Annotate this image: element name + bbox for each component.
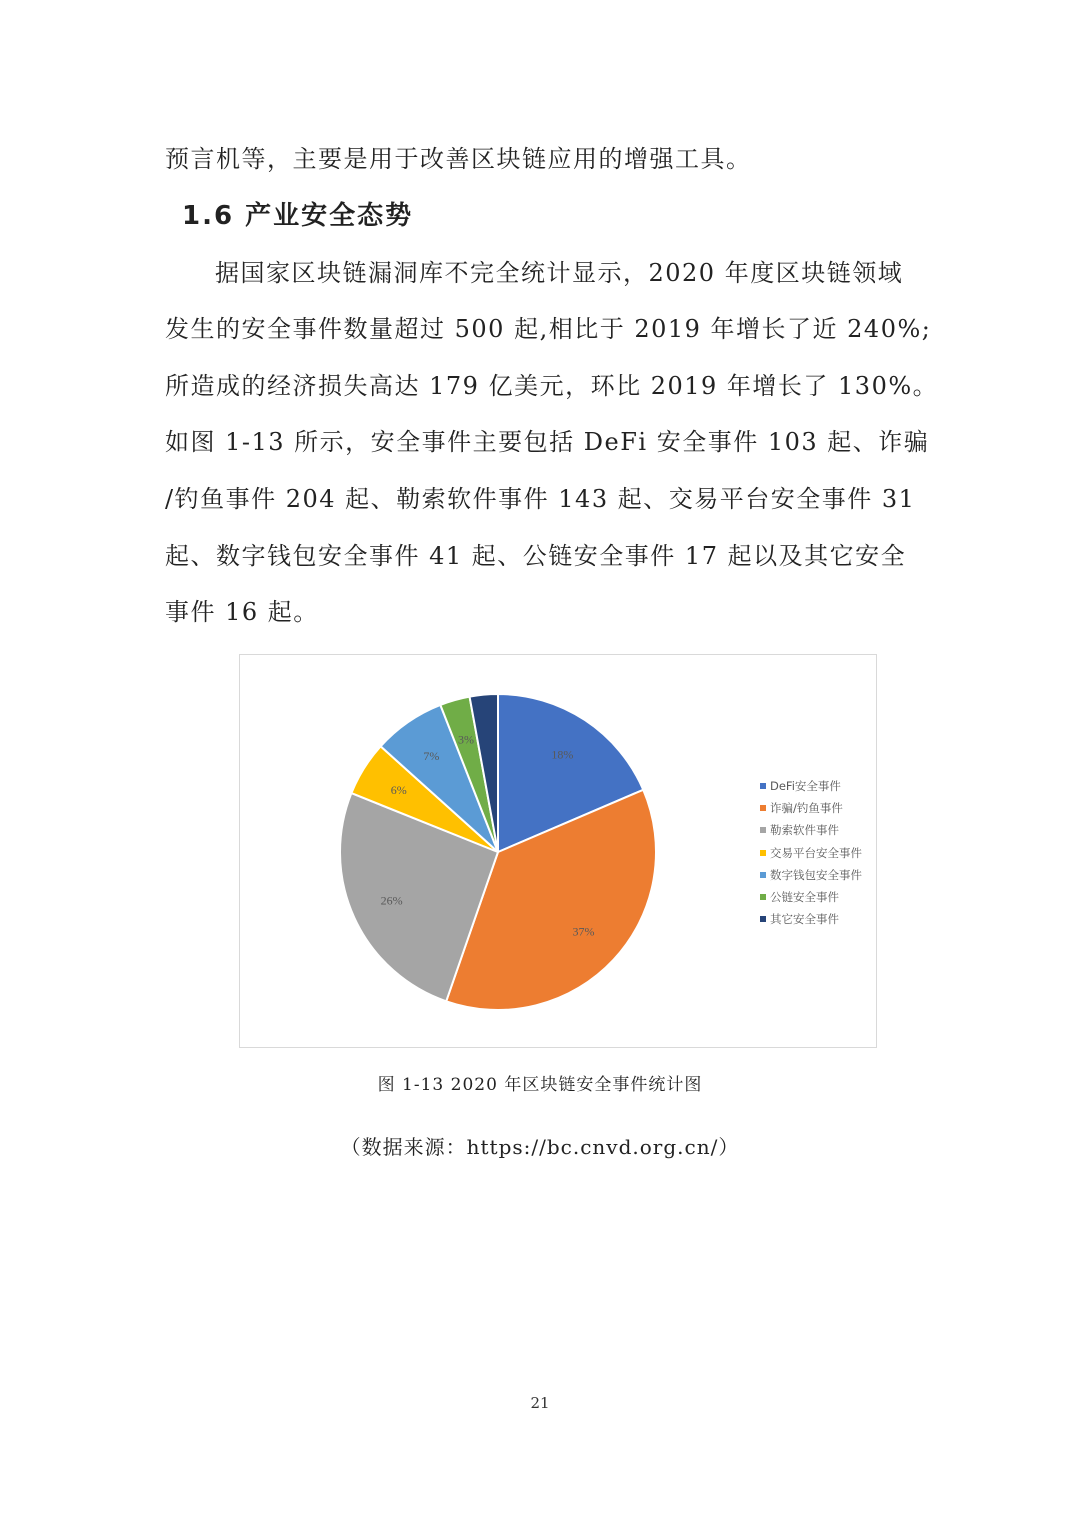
legend-item: [760, 908, 862, 930]
paragraph-line: 发生的安全事件数量超过 500 起,相比于 2019 年增长了近 240%;: [165, 315, 932, 343]
slice-data-label: 7%: [423, 748, 440, 763]
legend-label: 交易平台安全事件: [770, 845, 862, 860]
legend-item: [760, 886, 862, 908]
legend-label: 其它安全事件: [770, 912, 839, 927]
pie-chart-frame: [239, 654, 877, 1048]
paragraph-line: 所造成的经济损失高达 179 亿美元，环比 2019 年增长了 130%。: [165, 372, 939, 400]
chart-legend: [760, 775, 862, 930]
figure-caption: 图 1-13 2020 年区块链安全事件统计图: [377, 1075, 703, 1095]
legend-swatch: [760, 783, 766, 789]
legend-item: [760, 842, 862, 864]
section-heading: 1.6 产业安全态势: [182, 201, 414, 231]
paragraph-line: 起、数字钱包安全事件 41 起、公链安全事件 17 起以及其它安全: [165, 542, 907, 570]
slice-data-label: 18%: [551, 747, 574, 762]
paragraph-line: 事件 16 起。: [165, 598, 319, 626]
legend-swatch: [760, 827, 766, 833]
slice-data-label: 26%: [380, 893, 403, 908]
legend-swatch: [760, 872, 766, 878]
legend-label: DeFi安全事件: [770, 779, 841, 794]
paragraph-line: 据国家区块链漏洞库不完全统计显示，2020 年度区块链领域: [215, 259, 904, 287]
legend-item: [760, 864, 862, 886]
data-source-note: （数据来源：https://bc.cnvd.org.cn/）: [340, 1135, 740, 1159]
legend-item: [760, 819, 862, 841]
legend-swatch: [760, 805, 766, 811]
paragraph-line: /钓鱼事件 204 起、勒索软件事件 143 起、交易平台安全事件 31: [165, 485, 916, 513]
legend-item: [760, 797, 862, 819]
paragraph-line: 如图 1-13 所示，安全事件主要包括 DeFi 安全事件 103 起、诈骗: [165, 428, 930, 456]
slice-data-label: 37%: [572, 924, 595, 939]
legend-swatch: [760, 916, 766, 922]
slice-data-label: 3%: [457, 732, 474, 747]
legend-label: 勒索软件事件: [770, 823, 839, 838]
legend-swatch: [760, 894, 766, 900]
legend-swatch: [760, 850, 766, 856]
legend-label: 公链安全事件: [770, 890, 839, 905]
body-text-top-line: 预言机等，主要是用于改善区块链应用的增强工具。: [165, 145, 752, 173]
legend-label: 数字钱包安全事件: [770, 867, 862, 882]
legend-label: 诈骗/钓鱼事件: [770, 801, 843, 816]
page-number: 21: [530, 1394, 550, 1412]
slice-data-label: 6%: [390, 783, 407, 798]
legend-item: [760, 775, 862, 797]
